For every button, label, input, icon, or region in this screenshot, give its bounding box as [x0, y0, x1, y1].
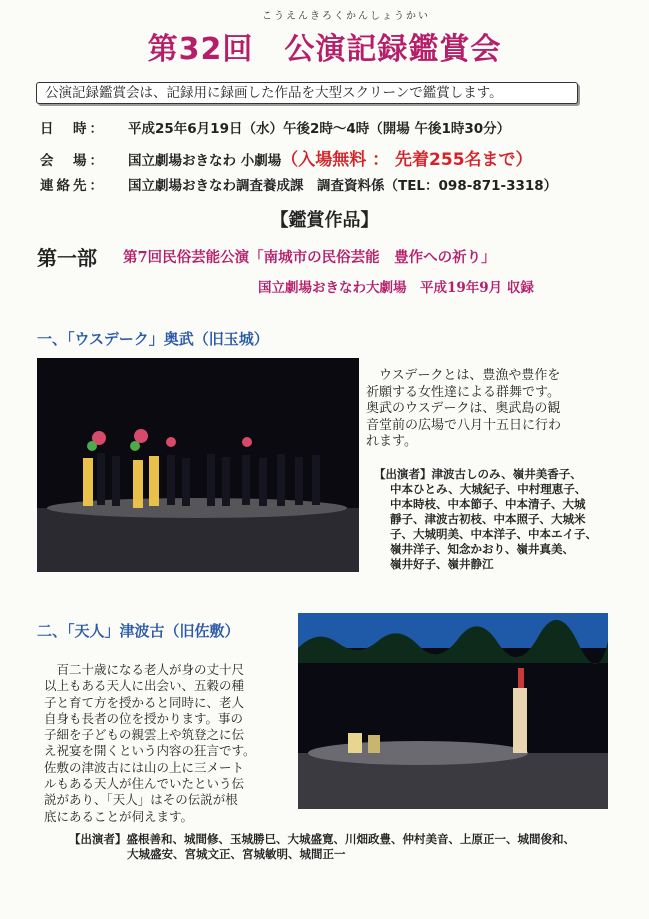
part1-label: 第一部 — [37, 246, 97, 270]
desc-line: ウスデークとは、豊漁や豊作を — [379, 368, 561, 383]
works-heading: 【鑑賞作品】 — [270, 210, 379, 231]
contact-value: 国立劇場おきなわ調査養成課 調査資料係（TEL：098-871-3318） — [128, 178, 558, 194]
cast-line: 嶺井洋子、知念かおり、嶺井真美、 — [390, 542, 574, 556]
ususdeku-dance-photo — [37, 358, 359, 572]
piece2-heading: 二、「天人」津波古（旧佐敷） — [37, 622, 240, 640]
part1-title: 第7回民俗芸能公演「南城市の民俗芸能 豊作への祈り」 — [123, 249, 496, 266]
desc-line: 奥武のウスデークは、奥武島の観 — [366, 401, 561, 416]
cast-text: 盛根善和、城間修、玉城勝巳、大城盛寛、川畑政豊、仲村美音、上原正一、城間俊和、 — [126, 832, 575, 846]
desc-line: 佐敷の津波古には山の上に三メート — [44, 759, 245, 775]
cast-line — [69, 832, 629, 847]
cast-line — [374, 467, 624, 482]
desc-line: れます。 — [366, 434, 417, 449]
venue-note: （入場無料 ： 先着255名まで） — [281, 150, 533, 170]
date-value: 平成25年6月19日（水）午後2時～4時（開場 午後1時30分） — [128, 121, 511, 137]
piece2-cast — [69, 832, 629, 862]
desc-line: 説があり、「天人」はその伝説が根 — [44, 792, 238, 808]
cast-label: 【出演者】 — [69, 832, 127, 846]
contact-label: 連絡先： — [40, 178, 106, 194]
cast-label: 【出演者】 — [374, 467, 432, 481]
desc-line: 音堂前の広場で八月十五日に行わ — [366, 417, 562, 433]
desc-line: 以上もある天人に出会い、五穀の種 — [44, 678, 245, 694]
stage-photo-1 — [37, 358, 359, 572]
desc-line: 底にあることが伺えます。 — [44, 808, 194, 824]
info-venue — [40, 150, 533, 171]
desc-line: 子と育て方を授かると同時に、老人 — [44, 694, 245, 710]
cast-line: 子、大城明美、中本洋子、中本エイ子、 — [390, 527, 597, 541]
desc-line: 百二十歳になる老人が身の丈十尺 — [56, 662, 245, 677]
cast-line: 嶺井好子、嶺井静江 — [390, 557, 494, 571]
cast-text: 津波古しのみ、嶺井美香子、 — [431, 467, 582, 481]
piece1-heading: 一、「ウスデーク」奥武（旧玉城） — [37, 330, 269, 348]
page-title: 第32回 公演記録鑑賞会 — [147, 32, 502, 67]
cast-line: 大城盛安、宮城文正、宮城敏明、城間正一 — [127, 847, 346, 861]
tennin-play-photo — [298, 613, 608, 809]
stage-photo-2 — [298, 613, 608, 809]
piece1-description — [366, 368, 616, 451]
cast-line: 中本ひとみ、大城紀子、中村理恵子、 — [390, 482, 587, 496]
cast-line: 中本時枝、中本節子、中本清子、大城 — [390, 497, 586, 511]
desc-line: 自身も長者の位を授かります。事の — [44, 710, 244, 726]
part1-venue: 国立劇場おきなわ大劇場 平成19年9月 収録 — [258, 280, 534, 296]
desc-line: ルもある天人が住んでいたという伝 — [44, 776, 245, 792]
info-contact — [40, 176, 557, 196]
desc-line: 子細を子どもの親雲上や筑登之に伝 — [44, 727, 245, 743]
venue-value: 国立劇場おきなわ 小劇場 — [128, 153, 282, 169]
cast-line: 靜子、津波古初枝、中本照子、大城米 — [390, 512, 586, 526]
info-date — [40, 119, 510, 139]
desc-line: 祈願する女性達による群舞です。 — [366, 384, 560, 400]
title-ruby: こうえんきろくかんしょうかい — [262, 11, 430, 22]
date-label: 日 時： — [40, 121, 106, 137]
intro-box: 公演記録鑑賞会は、記録用に録画した作品を大型スクリーンで鑑賞します。 — [36, 82, 578, 104]
piece1-cast — [374, 467, 624, 572]
piece2-description — [44, 662, 294, 825]
venue-label: 会 場： — [40, 153, 106, 169]
desc-line: え祝宴を開くという内容の狂言です。 — [44, 743, 256, 759]
